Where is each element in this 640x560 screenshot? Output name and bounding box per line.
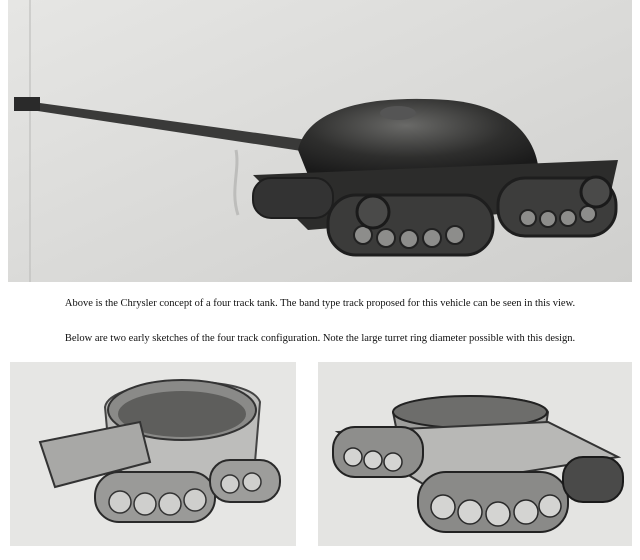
- sketch-right-drawing: [318, 362, 632, 546]
- caption-bottom: Below are two early sketches of the four track configuration. Note the large turret ring diameter possible with this design.: [64, 333, 576, 344]
- tank-model-photo: [8, 0, 632, 282]
- caption-top: Above is the Chrysler concept of a four track tank. The band type track proposed for this vehicle can be seen in this view.: [64, 298, 576, 309]
- sketch-right: [318, 362, 632, 546]
- tank-model-drawing: [8, 0, 632, 282]
- sketch-left-drawing: [10, 362, 296, 546]
- sketch-left: [10, 362, 296, 546]
